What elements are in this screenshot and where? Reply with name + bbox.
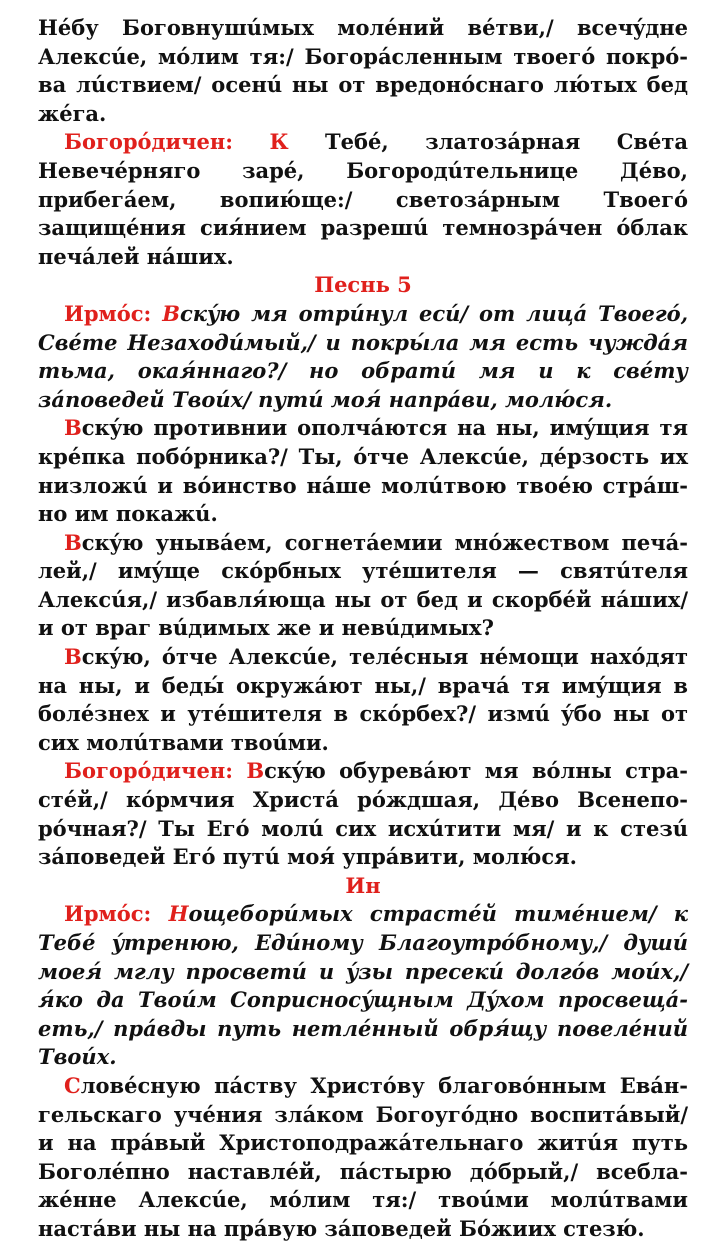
- paragraph-text: скýю мя отрúнул есú/ от лицá Твоегó, Свéте Незаходúмый,/ и покры́ла мя есть чуждáя тьма, окая́ннаго?/ но обратú мя и к свéту зáповедей Твоúх/ путú моя́ напрáви, молю́ся.: [38, 300, 689, 412]
- paragraph-troparion-1: [38, 414, 688, 528]
- paragraph-text: ощеборúмых страстéй тимéнием/ к Тебé ýтренюю, Едúному Благоутрóбному,/ душú моея́ мглу просветú и ýзы пресекú долгóв моúх,/ я́ко да Твоúм Соприсносýщным Дýхом просвещáеть,/ прáвды путь нетлéнный обря́щу повелéний Твоúх.: [38, 901, 688, 1070]
- drop-initial: С: [64, 1072, 81, 1098]
- paragraph-text: скýю обуревáют мя вóлны страстéй,/ кóрмчия Христá рóждшая, Дéво Всенепорóчная?/ Ты Егó молú сих исхúтити мя/ и к стезú зáповедей Егó путú моя́ упрáвити, молю́ся.: [38, 758, 688, 870]
- paragraph-theotokion-1: [38, 128, 688, 271]
- paragraph-text: Нéбу Боговнушúмых молéний вéтви,/ всечýдне Алексúе, мóлим тя:/ Богорáсленным твоегó покрóва лúствием/ осенú ны от вредонóснаго лю́тых бед жéга.: [38, 15, 688, 126]
- drop-initial: Н: [168, 901, 189, 927]
- paragraph-irmos-2: [38, 900, 688, 1072]
- section-heading-in: Ин: [345, 872, 381, 898]
- paragraph-troparion-3: [38, 643, 688, 757]
- paragraph-text: скýю, óтче Алексúе, телéсныя нéмощи нахóдят на ны, и беды́ окружáют ны,/ врачá тя имýщия в болéзнех и утéшителя в скóрбех?/ измú ýбо ны от сих молúтвами твоúми.: [38, 644, 688, 755]
- section-heading-ode-5: Песнь 5: [314, 272, 412, 298]
- drop-initial: К: [269, 129, 289, 155]
- paragraph-intro: [38, 14, 688, 128]
- text-page: [38, 14, 688, 1244]
- paragraph-troparion-2: [38, 529, 688, 643]
- irmos-label: Ирмóс:: [64, 300, 163, 326]
- paragraph-text: Тебé, златозáрная Свéта Невечéрняго зарé, Богородúтельнице Дéво, прибегáем, вопию́ще:/ светозáрным Твоегó защищéния сия́нием разрешú темнозрáчен óблак печáлей нáших.: [38, 129, 688, 269]
- drop-initial: В: [246, 758, 265, 784]
- paragraph-irmos-1: [38, 300, 688, 414]
- irmos-label: Ирмóс:: [64, 901, 169, 927]
- paragraph-text: скýю унывáем, согнетáемии мнóжеством печáлей,/ имýще скóрбных утéшителя — святúтеля Алексúя,/ избавля́юща ны от бед и скорбéй нáших/ и от враг вúдимых же и невúдимых?: [38, 529, 688, 641]
- drop-initial: В: [64, 529, 82, 555]
- drop-initial: В: [64, 644, 82, 670]
- theotokion-label: Богорóдичен:: [64, 758, 247, 784]
- paragraph-troparion-4: [38, 1072, 688, 1244]
- paragraph-text: ловéсную пáству Христóву благовóнным Евáнгельскаго учéния злáком Богоугóдно воспитáвый/ и на прáвый Христоподражáтельнаго житúя путь Боголéпно наставлéй, пáстырю дóбрый,/ всеблажéнне Алексúе, мóлим тя:/ твоúми молúтвами настáви ны на прáвую зáповедей Бóжиих стезю́.: [38, 1072, 688, 1241]
- drop-initial: В: [162, 300, 180, 326]
- drop-initial: В: [64, 415, 82, 441]
- paragraph-theotokion-2: [38, 757, 688, 871]
- paragraph-text: скýю противнии ополчáются на ны, имýщия тя крéпка побóрника?/ Ты, óтче Алексúе, дéрзость их низложú и вóинство нáше молúтвою твоéю стрáшно им покажú.: [38, 415, 688, 527]
- theotokion-label: Богорóдичен:: [64, 129, 270, 155]
